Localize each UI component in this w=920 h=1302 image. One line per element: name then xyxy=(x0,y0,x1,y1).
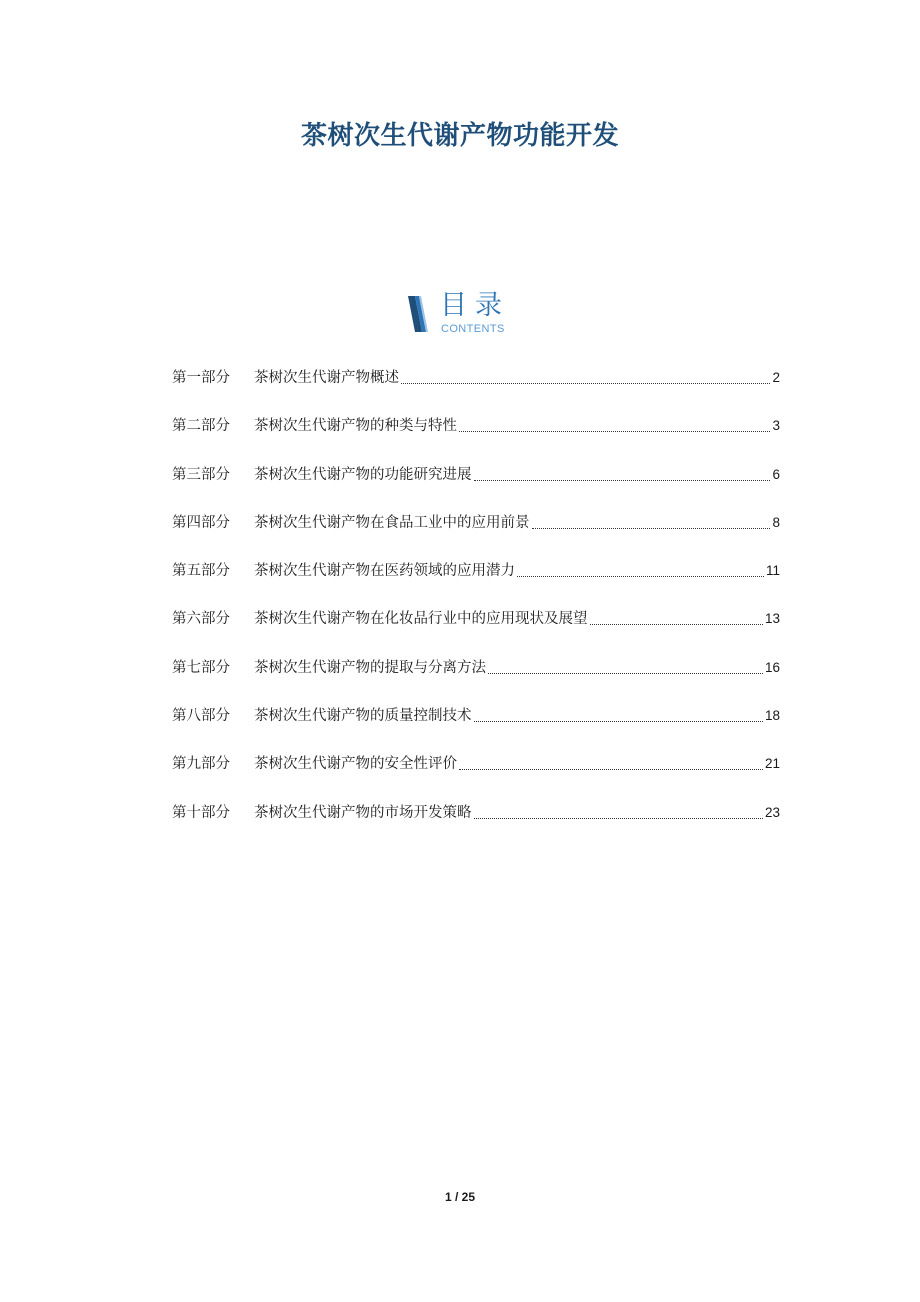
toc-page-number: 3 xyxy=(772,418,780,434)
document-title: 茶树次生代谢产物功能开发 xyxy=(300,121,619,151)
toc-entry-title: 茶树次生代谢产物的功能研究进展 xyxy=(254,466,472,483)
toc-part-label: 第四部分 xyxy=(172,514,230,531)
toc-dot-leader xyxy=(474,480,771,481)
toc-page-number: 16 xyxy=(764,659,780,675)
toc-page-number: 2 xyxy=(772,370,780,385)
toc-entry-title: 茶树次生代谢产物概述 xyxy=(254,370,399,386)
toc-header xyxy=(406,292,526,342)
table-of-contents xyxy=(172,366,780,849)
toc-part-label: 第十部分 xyxy=(172,804,230,821)
toc-part-label: 第六部分 xyxy=(172,611,230,628)
toc-entry-title: 茶树次生代谢产物的安全性评价 xyxy=(254,756,457,773)
toc-page-number: 11 xyxy=(765,563,780,579)
page-indicator: 1 / 25 xyxy=(444,1190,476,1204)
toc-page-number: 6 xyxy=(772,466,780,482)
toc-dot-leader xyxy=(532,528,771,529)
toc-dot-leader xyxy=(474,818,763,819)
toc-entry[interactable] xyxy=(172,607,780,631)
toc-part-label: 第八部分 xyxy=(172,708,230,725)
toc-part-label: 第七部分 xyxy=(172,659,230,676)
toc-entry[interactable] xyxy=(172,463,780,487)
toc-entry[interactable] xyxy=(172,414,780,438)
toc-subheading: CONTENTS xyxy=(441,323,505,335)
toc-entry-title: 茶树次生代谢产物在食品工业中的应用前景 xyxy=(254,514,530,531)
toc-page-number: 23 xyxy=(764,804,780,820)
toc-page-number: 18 xyxy=(764,708,780,724)
toc-page-number: 8 xyxy=(772,514,780,530)
toc-entry-title: 茶树次生代谢产物的市场开发策略 xyxy=(254,804,472,821)
toc-dot-leader xyxy=(401,383,770,384)
toc-dot-leader xyxy=(459,769,763,770)
toc-dot-leader xyxy=(590,624,763,625)
toc-entry[interactable] xyxy=(172,559,780,583)
toc-part-label: 第九部分 xyxy=(172,756,230,773)
toc-dot-leader xyxy=(459,431,770,432)
toc-entry[interactable] xyxy=(172,366,780,390)
toc-page-number: 13 xyxy=(764,611,780,627)
toc-dot-leader xyxy=(488,673,763,674)
toc-dot-leader xyxy=(474,721,763,722)
toc-entry[interactable] xyxy=(172,511,780,535)
toc-part-label: 第三部分 xyxy=(172,466,230,483)
toc-entry-title: 茶树次生代谢产物在医药领域的应用潜力 xyxy=(254,563,515,580)
toc-entry[interactable] xyxy=(172,704,780,728)
contents-logo-icon xyxy=(406,296,432,332)
toc-part-label: 第一部分 xyxy=(172,370,230,386)
toc-entry-title: 茶树次生代谢产物的种类与特性 xyxy=(254,418,457,435)
toc-heading: 目录 xyxy=(440,290,510,321)
toc-page-number: 21 xyxy=(764,756,780,772)
toc-part-label: 第五部分 xyxy=(172,563,230,580)
toc-dot-leader xyxy=(517,576,764,577)
toc-entry-title: 茶树次生代谢产物在化妆品行业中的应用现状及展望 xyxy=(254,611,588,628)
toc-entry[interactable] xyxy=(172,656,780,680)
toc-entry[interactable] xyxy=(172,752,780,776)
toc-entry-title: 茶树次生代谢产物的提取与分离方法 xyxy=(254,659,486,676)
toc-entry[interactable] xyxy=(172,801,780,825)
toc-part-label: 第二部分 xyxy=(172,418,230,435)
toc-entry-title: 茶树次生代谢产物的质量控制技术 xyxy=(254,708,472,725)
